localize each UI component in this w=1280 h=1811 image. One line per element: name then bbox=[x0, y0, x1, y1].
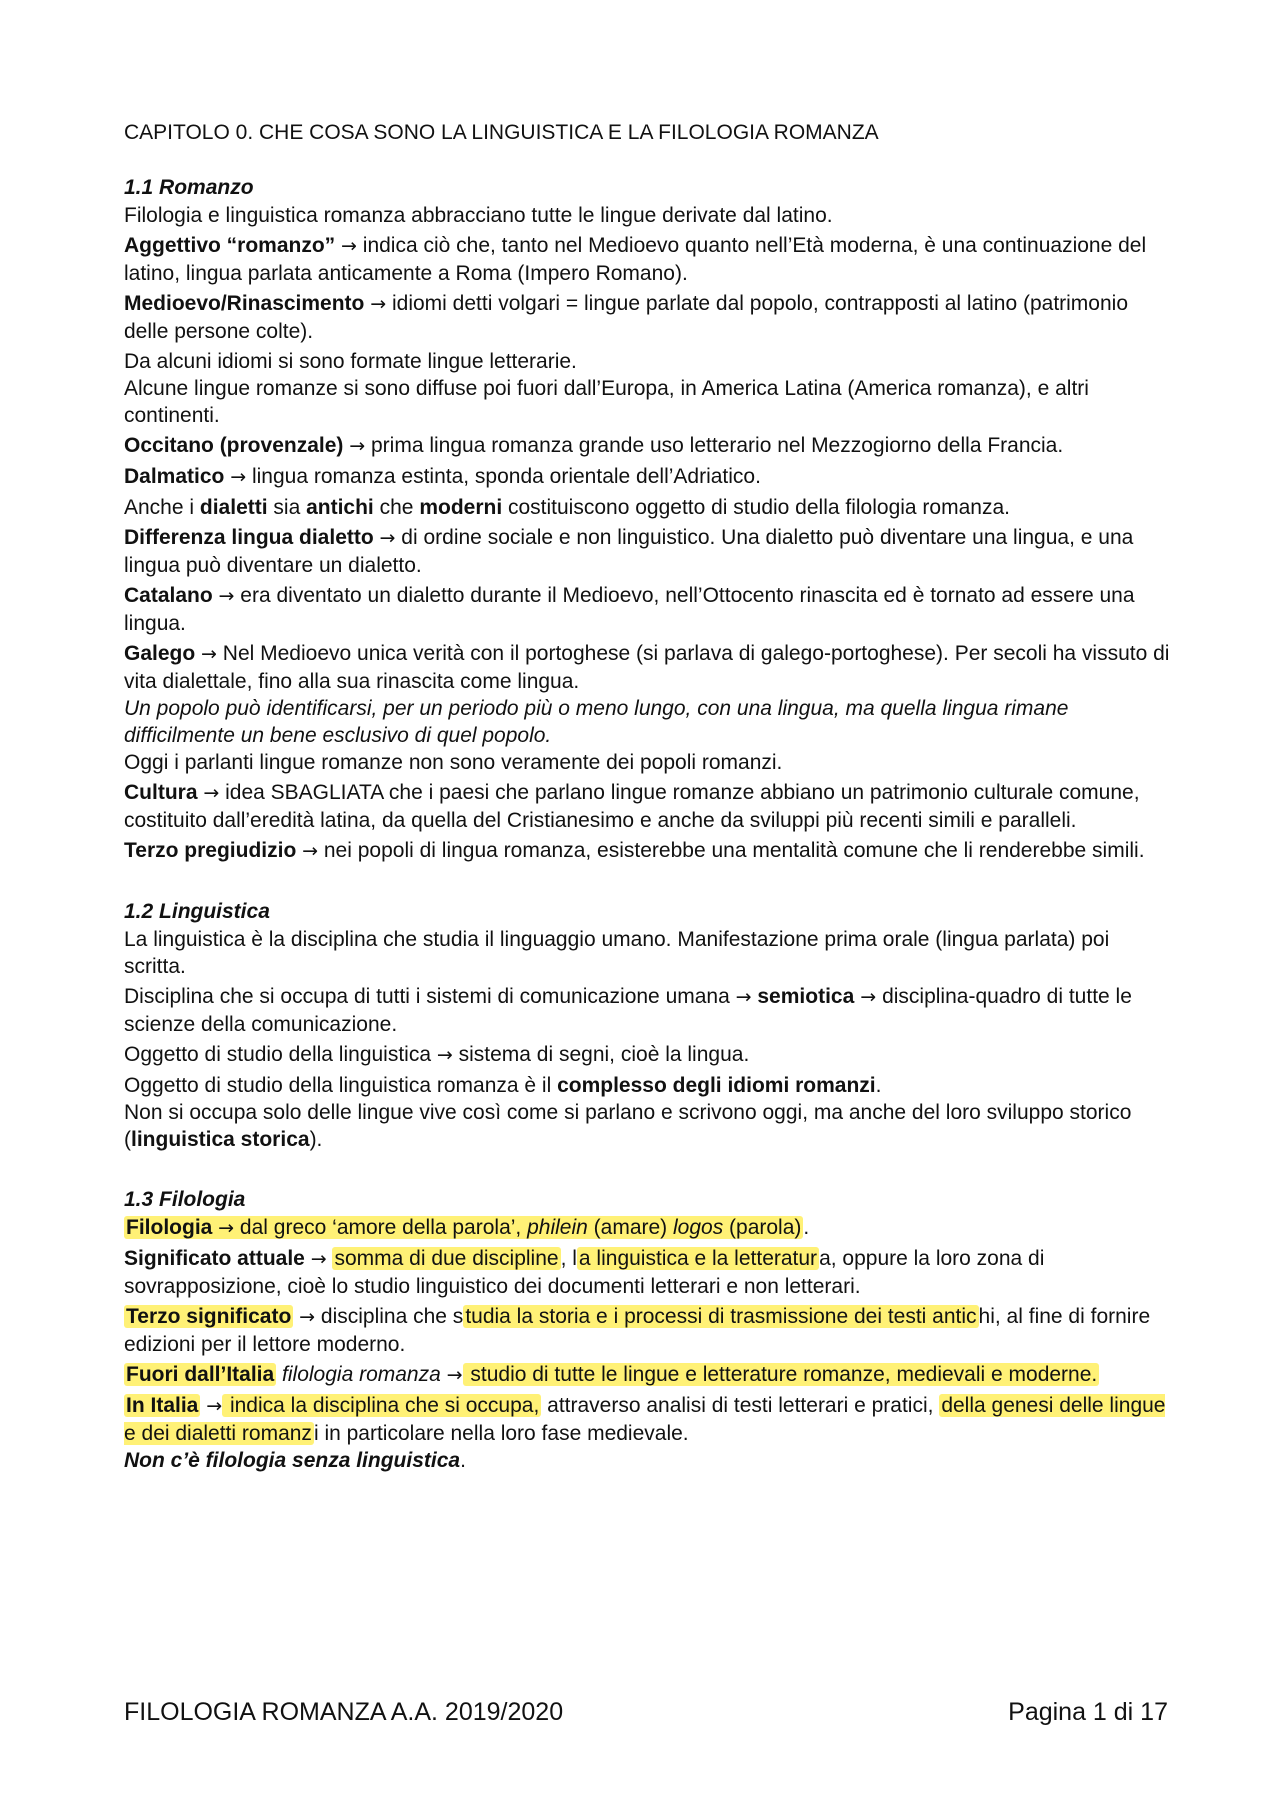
paragraph: Galego → Nel Medioevo unica verità con il portoghese (si parlava di galego-portoghese). Per secoli ha vissuto di vita dialettale, fino alla sua rinascita come lingua. bbox=[124, 642, 1170, 693]
term: Differenza lingua dialetto bbox=[124, 526, 374, 549]
arrow-icon: → bbox=[218, 1217, 235, 1239]
arrow-icon: → bbox=[341, 235, 357, 257]
arrow-icon: → bbox=[302, 840, 319, 862]
section-title: 1.1 Romanzo bbox=[124, 176, 254, 199]
paragraph: Dalmatico → lingua romanza estinta, sponda orientale dell’Adriatico. bbox=[124, 465, 761, 488]
paragraph: Non c’è filologia senza linguistica. bbox=[124, 1449, 466, 1472]
highlight: Filologia → dal greco ‘amore della parola’, philein (amare) logos (parola) bbox=[126, 1216, 802, 1239]
arrow-icon: → bbox=[203, 782, 220, 804]
arrow-icon: → bbox=[206, 1395, 223, 1417]
paragraph: Aggettivo “romanzo” → indica ciò che, tanto nel Medioevo quanto nell’Età moderna, è una continuazione del latino, lingua parlata anticamente a Roma (Impero Romano). bbox=[124, 234, 1147, 285]
paragraph: Terzo pregiudizio → nei popoli di lingua romanza, esisterebbe una mentalità comune che li renderebbe simili. bbox=[124, 839, 1145, 862]
term: Occitano (provenzale) bbox=[124, 434, 344, 457]
highlight bbox=[124, 1394, 200, 1417]
paragraph: La linguistica è la disciplina che studia il linguaggio umano. Manifestazione prima orale (lingua parlata) poi scritta. bbox=[124, 928, 1110, 978]
paragraph: Non si occupa solo delle lingue vive così come si parlano e scrivono oggi, ma anche del loro sviluppo storico (linguistica storica). bbox=[124, 1101, 1132, 1151]
footer-course-title: FILOLOGIA ROMANZA A.A. 2019/2020 bbox=[124, 1698, 564, 1726]
arrow-icon: → bbox=[735, 986, 752, 1008]
section-title: 1.2 Linguistica bbox=[124, 900, 270, 923]
arrow-icon: → bbox=[299, 1306, 316, 1328]
paragraph: Filologia → dal greco ‘amore della parola’, philein (amare) logos (parola). bbox=[126, 1216, 810, 1239]
arrow-icon: → bbox=[446, 1364, 463, 1386]
paragraph: Terzo significato → disciplina che studia la storia e i processi di trasmissione dei testi antichi, al fine di fornire edizioni per il lettore moderno. bbox=[124, 1305, 1151, 1356]
term: Cultura bbox=[124, 781, 198, 804]
arrow-icon: → bbox=[310, 1248, 327, 1270]
arrow-icon: → bbox=[436, 1044, 453, 1066]
paragraph: Medioevo/Rinascimento → idiomi detti volgari = lingue parlate dal popolo, contrapposti al latino (patrimonio delle persone colte). bbox=[124, 292, 1129, 343]
paragraph: Fuori dall’Italia filologia romanza → studio di tutte le lingue e letterature romanze, medievali e moderne. bbox=[126, 1363, 1098, 1386]
arrow-icon: → bbox=[370, 293, 387, 315]
paragraph: Oggi i parlanti lingue romanze non sono veramente dei popoli romanzi. bbox=[124, 751, 783, 774]
chapter-title: CAPITOLO 0. CHE COSA SONO LA LINGUISTICA E LA FILOLOGIA ROMANZA bbox=[124, 121, 879, 144]
paragraph: Occitano (provenzale) → prima lingua romanza grande uso letterario nel Mezzogiorno della Francia. bbox=[124, 434, 1064, 457]
highlight: a linguistica e la letteratur bbox=[578, 1247, 818, 1270]
paragraph: Differenza lingua dialetto → di ordine sociale e non linguistico. Una dialetto può diventare una lingua, e una lingua può diventare un dialetto. bbox=[124, 526, 1134, 577]
arrow-icon: → bbox=[349, 435, 366, 457]
paragraph: Un popolo può identificarsi, per un periodo più o meno lungo, con una lingua, ma quella lingua rimane difficilmente un bene esclusivo di quel popolo. bbox=[124, 697, 1069, 747]
arrow-icon: → bbox=[230, 466, 247, 488]
paragraph: Anche i dialetti sia antichi che moderni costituiscono oggetto di studio della filologia romanza. bbox=[124, 496, 1010, 519]
highlight: tudia la storia e i processi di trasmissione dei testi antic bbox=[465, 1305, 977, 1328]
term: Galego bbox=[124, 642, 196, 665]
arrow-icon: → bbox=[854, 986, 877, 1008]
highlight bbox=[124, 1305, 293, 1328]
term: Dalmatico bbox=[124, 465, 225, 488]
paragraph: Filologia e linguistica romanza abbracciano tutte le lingue derivate dal latino. bbox=[124, 204, 833, 227]
paragraph: In Italia → indica la disciplina che si occupa, attraverso analisi di testi letterari e pratici, della genesi delle lingue e dei dialetti romanzi in particolare nella loro fase medievale. bbox=[124, 1394, 1166, 1445]
arrow-icon: → bbox=[379, 527, 396, 549]
term: Filologia bbox=[126, 1216, 213, 1239]
highlight: studio di tutte le lingue e letterature romanze, medievali e moderne. bbox=[464, 1363, 1098, 1386]
paragraph: Catalano → era diventato un dialetto durante il Medioevo, nell’Ottocento rinascita ed è tornato ad essere una lingua. bbox=[124, 584, 1135, 635]
highlight: indica la disciplina che si occupa, bbox=[224, 1394, 540, 1417]
term: Fuori dall’Italia bbox=[126, 1363, 275, 1386]
paragraph: Da alcuni idiomi si sono formate lingue letterarie. bbox=[124, 350, 577, 373]
term: Medioevo/Rinascimento bbox=[124, 292, 365, 315]
term: In Italia bbox=[126, 1394, 199, 1417]
highlight: somma di due discipline bbox=[334, 1247, 559, 1270]
arrow-icon: → bbox=[218, 585, 235, 607]
highlight bbox=[124, 1363, 276, 1386]
highlight: della genesi delle lingue e dei dialetti romanz bbox=[124, 1394, 1166, 1445]
paragraph: Oggetto di studio della linguistica → sistema di segni, cioè la lingua. bbox=[124, 1043, 750, 1066]
section-title: 1.3 Filologia bbox=[124, 1188, 246, 1211]
arrow-icon: → bbox=[201, 643, 217, 665]
paragraph: Oggetto di studio della linguistica romanza è il complesso degli idiomi romanzi. bbox=[124, 1074, 882, 1097]
term: Terzo pregiudizio bbox=[124, 839, 297, 862]
term: Terzo significato bbox=[126, 1305, 292, 1328]
paragraph: Disciplina che si occupa di tutti i sistemi di comunicazione umana → semiotica → disciplina-quadro di tutte le scienze della comunicazione. bbox=[124, 985, 1132, 1036]
page-content bbox=[124, 118, 1174, 1477]
paragraph: Alcune lingue romanze si sono diffuse poi fuori dall’Europa, in America Latina (America romanza), e altri continenti. bbox=[124, 377, 1089, 427]
paragraph: Cultura → idea SBAGLIATA che i paesi che parlano lingue romanze abbiano un patrimonio culturale comune, costituito dall’eredità latina, da quella del Cristianesimo e anche da sviluppi più recenti simili e paralleli. bbox=[124, 781, 1140, 832]
paragraph: Significato attuale → somma di due discipline, la linguistica e la letteratura, oppure la loro zona di sovrapposizione, cioè lo studio linguistico dei documenti letterari e non letterari. bbox=[124, 1247, 1045, 1298]
term: Aggettivo “romanzo” bbox=[124, 234, 336, 257]
term: Catalano bbox=[124, 584, 213, 607]
page-number: Pagina 1 di 17 bbox=[1008, 1698, 1168, 1726]
term: Significato attuale bbox=[124, 1247, 305, 1270]
